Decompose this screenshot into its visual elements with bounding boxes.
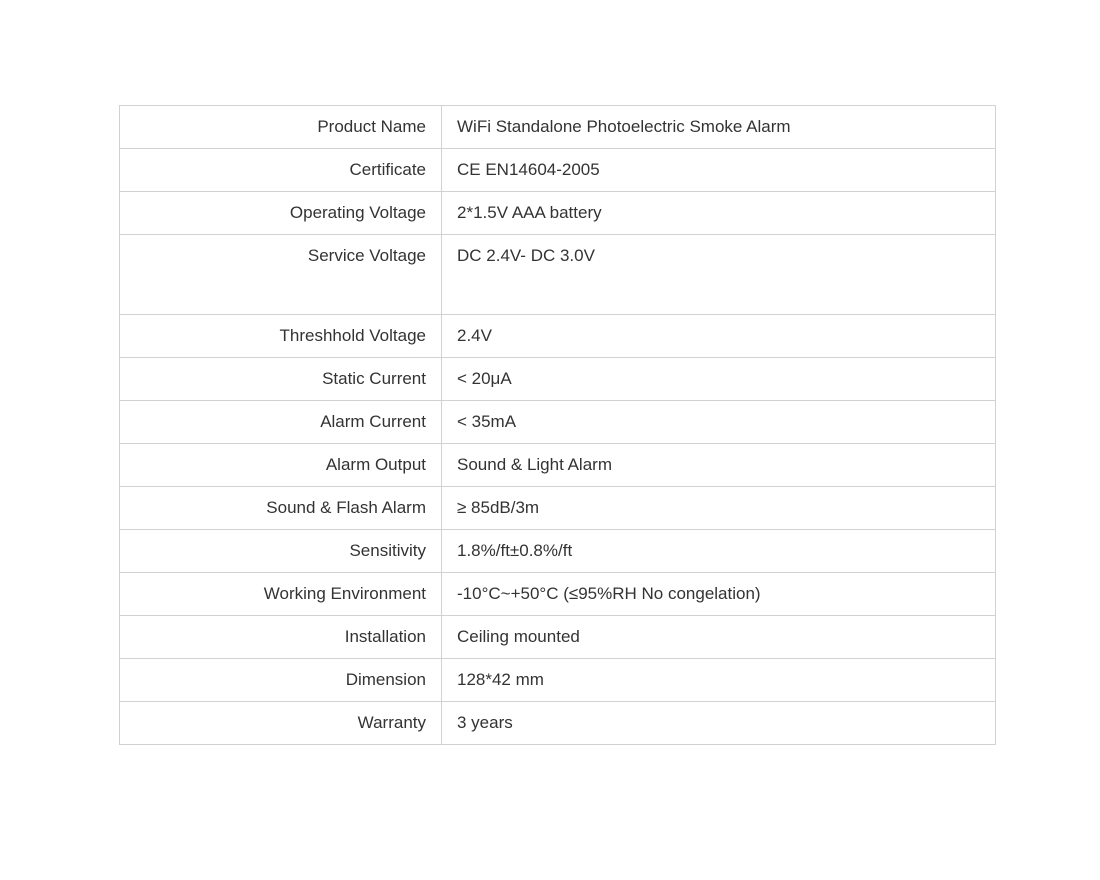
spec-label: Threshhold Voltage [120, 315, 442, 358]
spec-label: Service Voltage [120, 235, 442, 315]
table-row [120, 487, 996, 530]
spec-label: Installation [120, 616, 442, 659]
table-row [120, 315, 996, 358]
table-row [120, 702, 996, 745]
table-row [120, 149, 996, 192]
spec-table [119, 105, 996, 745]
table-row [120, 401, 996, 444]
spec-label: Sound & Flash Alarm [120, 487, 442, 530]
spec-value: 128*42 mm [442, 659, 996, 702]
spec-value: WiFi Standalone Photoelectric Smoke Alarm [442, 106, 996, 149]
table-row [120, 106, 996, 149]
table-row [120, 235, 996, 315]
spec-value: 1.8%/ft±0.8%/ft [442, 530, 996, 573]
table-row [120, 530, 996, 573]
spec-label: Dimension [120, 659, 442, 702]
spec-value: Ceiling mounted [442, 616, 996, 659]
spec-value: < 20μA [442, 358, 996, 401]
spec-value: -10°C~+50°C (≤95%RH No congelation) [442, 573, 996, 616]
spec-value: 3 years [442, 702, 996, 745]
spec-value: DC 2.4V- DC 3.0V [442, 235, 996, 315]
spec-label: Warranty [120, 702, 442, 745]
spec-label: Certificate [120, 149, 442, 192]
spec-value: CE EN14604-2005 [442, 149, 996, 192]
table-row [120, 192, 996, 235]
spec-label: Alarm Current [120, 401, 442, 444]
spec-label: Static Current [120, 358, 442, 401]
spec-value: Sound & Light Alarm [442, 444, 996, 487]
table-row [120, 659, 996, 702]
table-row [120, 616, 996, 659]
spec-label: Operating Voltage [120, 192, 442, 235]
table-row [120, 358, 996, 401]
spec-value: 2.4V [442, 315, 996, 358]
spec-value: < 35mA [442, 401, 996, 444]
spec-label: Working Environment [120, 573, 442, 616]
spec-label: Sensitivity [120, 530, 442, 573]
spec-value: ≥ 85dB/3m [442, 487, 996, 530]
spec-value: 2*1.5V AAA battery [442, 192, 996, 235]
table-row [120, 444, 996, 487]
table-row [120, 573, 996, 616]
spec-label: Product Name [120, 106, 442, 149]
spec-label: Alarm Output [120, 444, 442, 487]
